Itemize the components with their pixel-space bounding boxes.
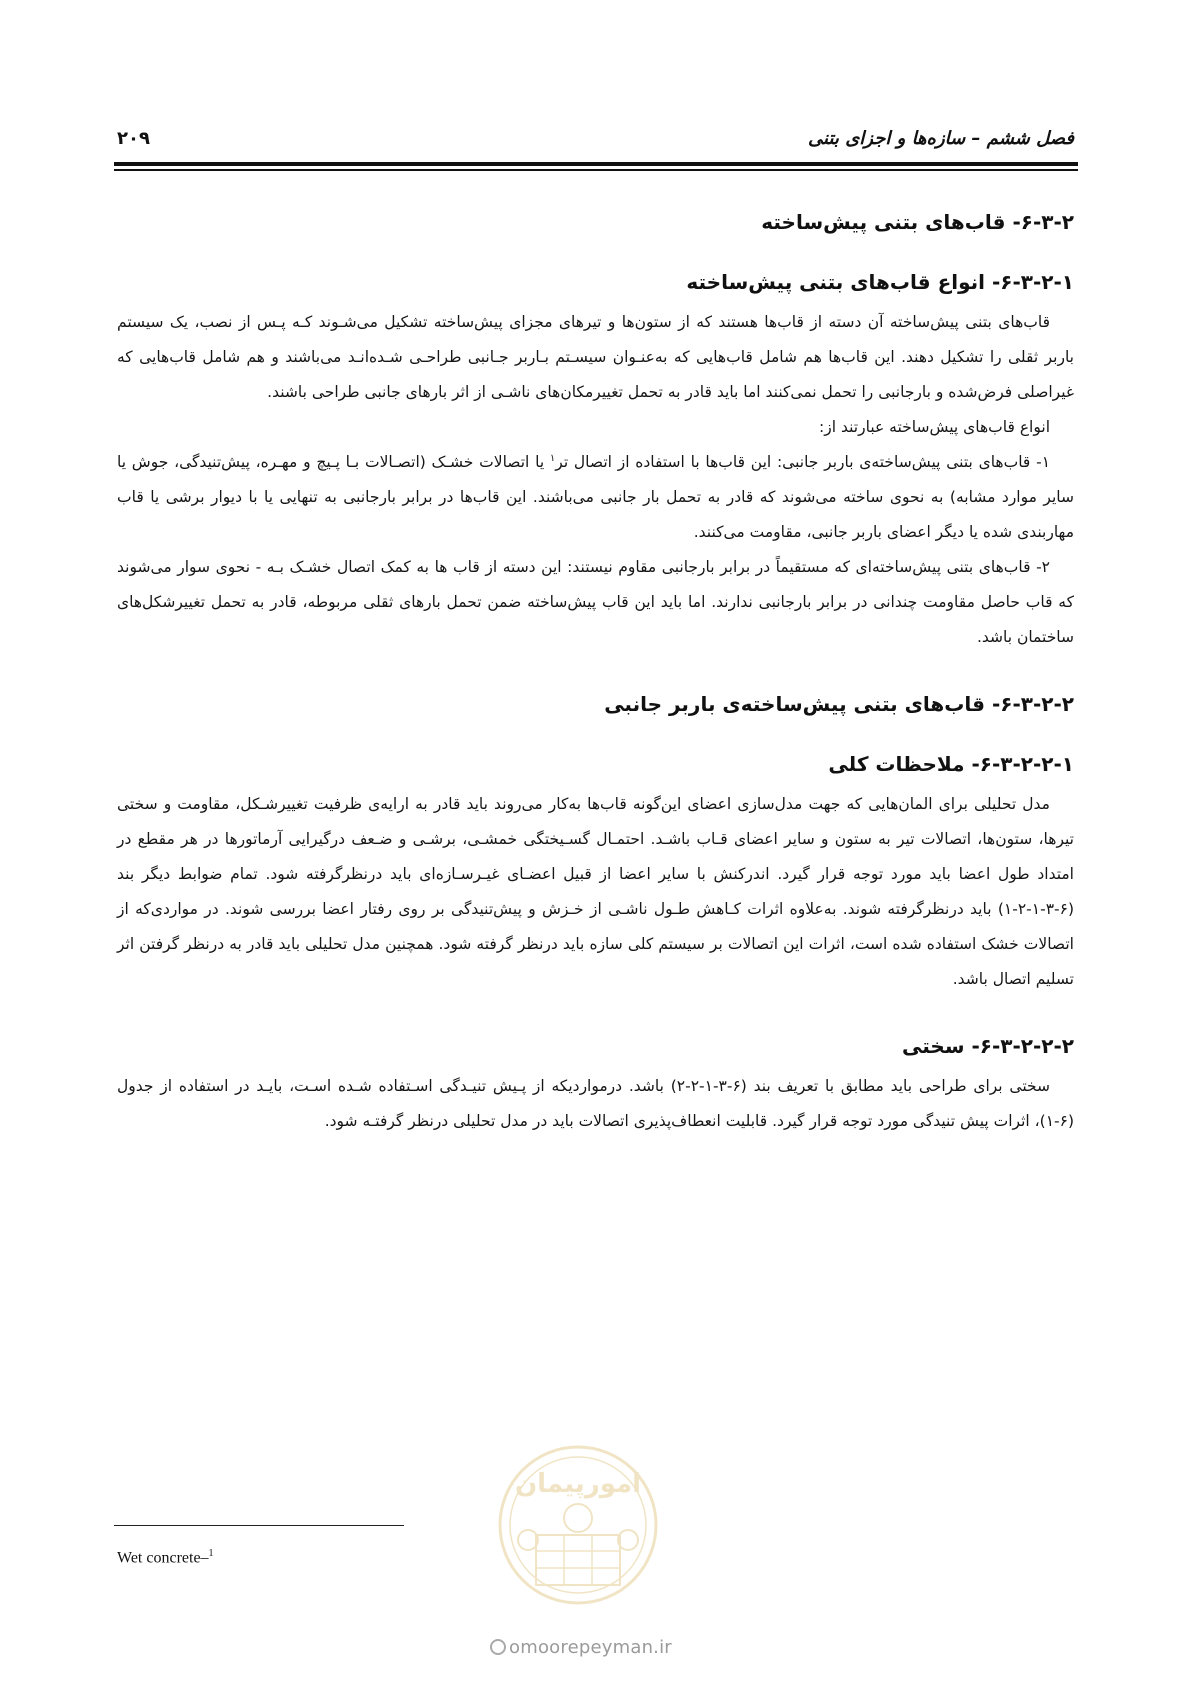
section-heading-6-3-2-2-1: ۶-۳-۲-۲-۱- ملاحظات کلی <box>828 752 1074 776</box>
footnote-rule <box>114 1525 404 1526</box>
page-number: ۲۰۹ <box>117 128 150 149</box>
paragraph-precast-types-lead: انواع قاب‌های پیش‌ساخته عبارتند از: <box>819 418 1050 436</box>
watermark-seal-text: امورپیمان <box>514 1469 642 1499</box>
footnote-marker: 1 <box>208 1548 214 1559</box>
section-heading-6-3-2-1: ۶-۳-۲-۱- انواع قاب‌های بتنی پیش‌ساخته <box>686 270 1074 294</box>
paragraph-precast-frames-intro: قاب‌های بتنی پیش‌ساخته آن دسته از قاب‌ها هستند که از ستون‌ها و تیرهای مجزای پیش‌ساخته تشکیل می‌شـوند کـه پـس از نصب، یک سیستم باربر ثقلی را تشکیل دهند. این قاب‌ها هم شامل قاب‌هایی که به‌عنـوان سیسـتم بـاربر جـانبی طراحـی شـده‌انـد می‌باشند و هم شامل قاب‌هایی که غیراصلی فرض‌شده و بارجانبی را تحمل نمی‌کنند اما باید قادر به تحمل تغییرمکان‌های ناشـی از اثر بارهای جانبی طراحی باشند. <box>117 313 1074 401</box>
section-heading-6-3-2-2-2: ۶-۳-۲-۲-۲- سختی <box>902 1034 1074 1058</box>
list-item-1-part-a: ۱- قاب‌های بتنی پیش‌ساخته‌ی باربر جانبی: این قاب‌ها با استفاده از اتصال تر <box>555 453 1051 471</box>
header-rule-thick <box>114 162 1078 166</box>
running-header <box>117 128 1074 158</box>
section-heading-6-3-2: ۶-۳-۲- قاب‌های بتنی پیش‌ساخته <box>761 210 1074 234</box>
paragraph-general-considerations: مدل تحلیلی برای المان‌هایی که جهت مدل‌سازی اعضای این‌گونه قاب‌ها به‌کار می‌روند باید قادر به ارایه‌ی ظرفیت تغییرشـکل، مقاومت و سختی تیرها، ستون‌ها، اتصالات تیر به ستون و سایر اعضای قـاب باشـد. احتمـال گسـیختگی خمشـی، برشـی و ضـعف درگیرایی آرماتورها در هر مقطع در امتداد طول اعضا باید مورد توجه قرار گیرد. اندرکنش با سایر اعضا از قبیل اعضـای غیـرسـازه‌ای باید درنظرگرفته شود. تمام ضوابط دیگر بند (۶-۳-۱-۲-۱) باید درنظرگرفته شوند. به‌علاوه اثرات کـاهش طـول ناشـی از خـزش و پیش‌تنیدگی بر روی رفتار اعضا بررسی شوند. در مواردی‌که از اتصالات خشک استفاده شده است، اثرات این اتصالات بر سیستم کلی سازه باید درنظر گرفته شود. همچنین مدل تحلیلی باید قادر به درنظر گرفتن اثر تسلیم اتصال باشد. <box>117 795 1074 988</box>
chapter-title: فصل ششم – سازه‌ها و اجزای بتنی <box>808 128 1074 149</box>
list-item-2: ۲- قاب‌های بتنی پیش‌ساخته‌ای که مستقیماً در برابر بارجانبی مقاوم نیستند: این دسته از قاب ها به کمک اتصال خشـک بـه - نحوی سوار می‌شوند که قاب حاصل مقاومت چندانی در برابر بارجانبی ندارند. اما باید این قاب پیش‌ساخته ضمن تحمل بارهای ثقلی مربوطه، قادر به تحمل تغییرشکل‌های ساختمان باشد. <box>117 558 1074 646</box>
footnote-text: Wet concrete– <box>117 1549 209 1567</box>
at-sign-icon <box>490 1639 506 1655</box>
paragraph-stiffness: سختی برای طراحی باید مطابق با تعریف بند (۶-۳-۱-۲-۲) باشد. درمواردیکه از پـیش تنیـدگی اسـتفاده شـده اسـت، بایـد در استفاده از جدول (۶-۱)، اثرات پیش تنیدگی مورد توجه قرار گیرد. قابلیت انعطاف‌پذیری اتصالات باید در مدل تحلیلی درنظر گرفتـه شود. <box>117 1077 1074 1130</box>
header-rule-thin <box>114 169 1078 171</box>
list-item-1-part-b: یا اتصالات خشـک (اتصـالات بـا پـیچ و مهـره، پیش‌تنیدگی، جوش یا سایر موارد مشابه) به نحوی ساخته می‌شوند که قادر به تحمل بار جانبی می‌باشند. این قاب‌ها در برابر بارجانبی به تنهایی یا با دیوار برشی یا قاب مهاربندی شده یا دیگر اعضای باربر جانبی، مقاومت می‌کنند. <box>117 453 1074 541</box>
list-item-1 <box>117 445 1074 550</box>
watermark-url <box>490 1637 672 1658</box>
body-content <box>117 205 1074 1139</box>
footnote-reference[interactable]: ۱ <box>549 452 556 464</box>
footnote <box>117 1548 214 1567</box>
section-heading-6-3-2-2: ۶-۳-۲-۲- قاب‌های بتنی پیش‌ساخته‌ی باربر جانبی <box>604 692 1074 716</box>
watermark-url-text: omoorepeyman.ir <box>509 1637 672 1658</box>
watermark-seal-icon <box>468 1440 688 1610</box>
